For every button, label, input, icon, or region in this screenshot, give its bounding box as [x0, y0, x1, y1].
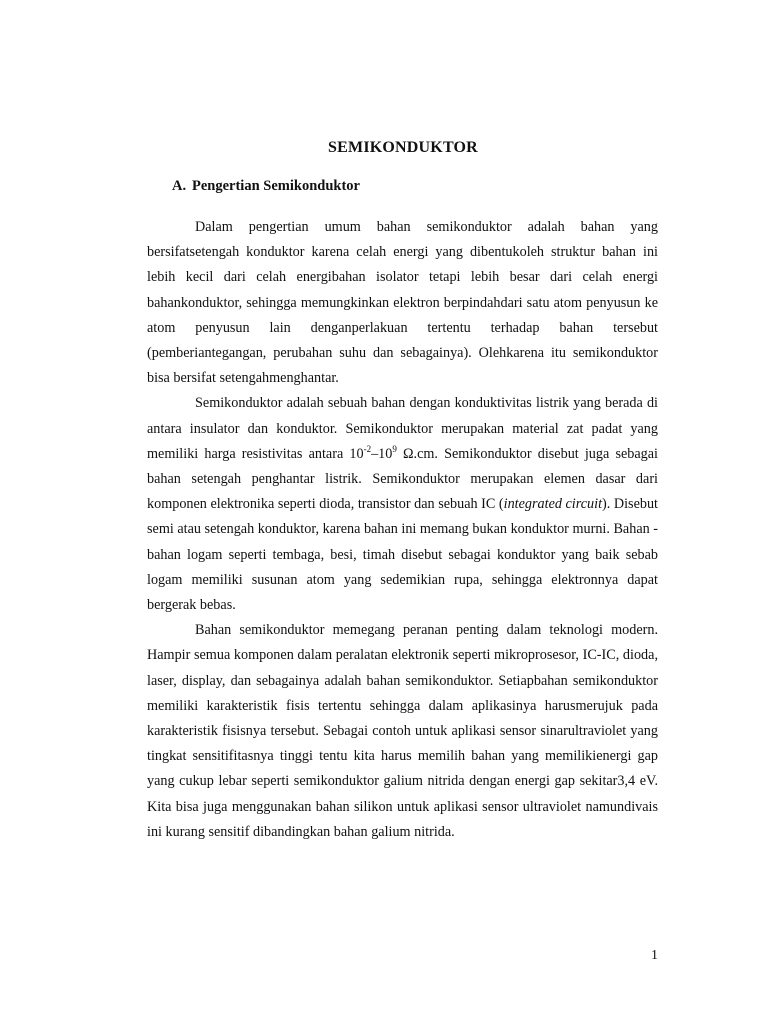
- document-title: SEMIKONDUKTOR: [328, 139, 478, 156]
- page-number: 1: [651, 948, 658, 963]
- paragraph-3: Bahan semikonduktor memegang peranan penting dalam teknologi modern. Hampir semua komponen dalam peralatan elektronik seperti mikroprosesor, IC-IC, dioda, laser, display, dan sebagainya adalah bahan semikonduktor. Setiapbahan semikonduktor memiliki karakteristik fisis tertentu sehingga dalam aplikasinya harusmerujuk pada karakteristik fisisnya tersebut. Sebagai contoh untuk aplikasi sensor sinarultraviolet yang tingkat sensitifitasnya tinggi tentu kita harus memilih bahan yang memilikienergi gap yang cukup lebar seperti semikonduktor galium nitrida dengan energi gap sekitar3,4 eV. Kita bisa juga menggunakan bahan silikon untuk aplikasi sensor ultraviolet namundivais ini kurang sensitif dibandingkan bahan galium nitrida.: [147, 622, 658, 840]
- body-text: [147, 215, 658, 845]
- paragraph-2-text-b: –10: [371, 445, 393, 462]
- exponent-min: -2: [363, 443, 372, 454]
- paragraph-2-text-d: ). Disebut semi atau setengah konduktor, karena bahan ini memang bukan konduktor murni. Bahan - bahan logam seperti tembaga, besi, timah disebut sebagai konduktor yang baik sebab logam memiliki susunan atom yang sedemikian rupa, sehingga elektronnya dapat bergerak bebas.: [147, 496, 658, 614]
- exponent-max: 9: [392, 443, 397, 454]
- paragraph-1: Dalam pengertian umum bahan semikonduktor adalah bahan yang bersifatsetengah konduktor karena celah energi yang dibentukoleh struktur bahan ini lebih kecil dari celah energibahan isolator tetapi lebih besar dari celah energi bahankonduktor, sehingga memungkinkan elektron berpindahdari satu atom penyusun ke atom penyusun lain denganperlakuan tertentu terhadap bahan tersebut (pemberiantegangan, perubahan suhu dan sebagainya). Olehkarena itu semikonduktor bisa bersifat setengahmenghantar.: [147, 219, 658, 387]
- paragraph-2: [147, 391, 658, 618]
- section-heading: [172, 178, 360, 195]
- paragraph-2-text-c: Ω.cm. Semikonduktor disebut juga sebagai bahan setengah penghantar listrik. Semikonduktor merupakan elemen dasar dari komponen elektronika seperti dioda, transistor dan sebuah IC (: [147, 445, 658, 513]
- section-number: A.: [172, 178, 187, 194]
- paragraph-2-text-a: Semikonduktor adalah sebuah bahan dengan konduktivitas listrik yang berada di antara insulator dan konduktor. Semikonduktor merupakan material zat padat yang memiliki harga resistivitas antara 10: [147, 395, 658, 462]
- section-heading-text: Pengertian Semikonduktor: [192, 178, 360, 194]
- paragraph-2-italic-term: integrated circuit: [503, 496, 603, 513]
